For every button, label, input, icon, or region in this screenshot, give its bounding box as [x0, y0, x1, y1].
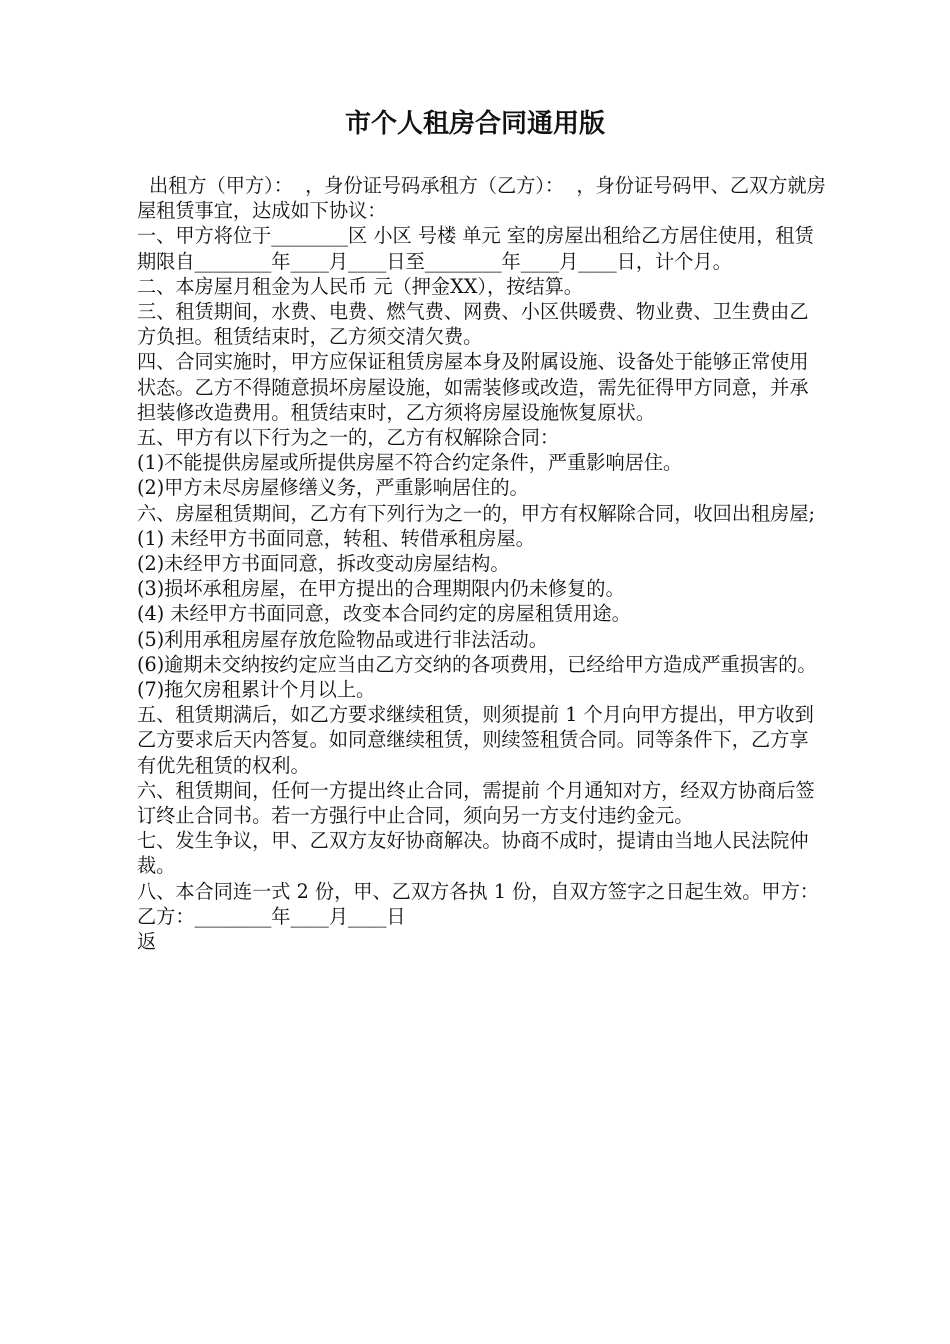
clause-6-item-2: (2)未经甲方书面同意，拆改变动房屋结构。 [137, 552, 510, 576]
clause-6-item-5: (5)利用承租房屋存放危险物品或进行非法活动。 [137, 627, 548, 651]
clause-2-rent: 二、本房屋月租金为人民币 元（押金XX），按结算。 [137, 274, 583, 298]
clause-6-item-7: (7)拖欠房租累计个月以上。 [137, 678, 376, 702]
clause-6-tenant-breach: 六、房屋租赁期间，乙方有下列行为之一的，甲方有权解除合同，收回出租房屋; [137, 501, 816, 525]
clause-6-item-1: (1) 未经甲方书面同意，转租、转借承租房屋。 [137, 526, 535, 550]
clause-8-signatures: 八、本合同连一式 2 份，甲、乙双方各执 1 份，自双方签字之日起生效。甲方： 乙方：________年____月____日 [137, 879, 832, 928]
clause-5-item-2: (2)甲方未尽房屋修缮义务，严重影响居住的。 [137, 476, 529, 500]
clause-1-premises: 一、甲方将位于________区 小区 号楼 单元 室的房屋出租给乙方居住使用，租赁期限自________年____月____日至________年____月____日，计个月。 [137, 224, 814, 273]
clause-6-item-4: (4) 未经甲方书面同意，改变本合同约定的房屋租赁用途。 [137, 602, 631, 626]
clause-5-item-1: (1)不能提供房屋或所提供房屋不符合约定条件，严重影响居住。 [137, 451, 683, 475]
clause-5-landlord-breach: 五、甲方有以下行为之一的，乙方有权解除合同： [137, 426, 560, 450]
trailing-text: 返 [137, 930, 157, 954]
document-title: 市个人租房合同通用版 [344, 109, 605, 139]
clause-4-facilities: 四、合同实施时，甲方应保证租赁房屋本身及附属设施、设备处于能够正常使用状态。乙方不得随意损坏房屋设施，如需装修或改造，需先征得甲方同意，并承担装修改造费用。租赁结束时，乙方须将房屋设施恢复原状。 [137, 350, 809, 424]
clause-3-fees: 三、租赁期间，水费、电费、燃气费、网费、小区供暖费、物业费、卫生费由乙方负担。租赁结束时，乙方须交清欠费。 [137, 300, 809, 349]
clause-6-item-3: (3)损坏承租房屋，在甲方提出的合理期限内仍未修复的。 [137, 577, 625, 601]
document-body [137, 173, 832, 954]
clause-renewal: 五、租赁期满后，如乙方要求继续租赁，则须提前 1 个月向甲方提出，甲方收到乙方要求后天内答复。如同意继续租赁，则续签租赁合同。同等条件下，乙方享有优先租赁的权利。 [137, 703, 814, 777]
clause-termination: 六、租赁期间，任何一方提出终止合同，需提前 个月通知对方，经双方协商后签订终止合同书。若一方强行中止合同，须向另一方支付违约金元。 [137, 778, 815, 828]
clause-6-item-6: (6)逾期未交纳按约定应当由乙方交纳的各项费用，已经给甲方造成严重损害的。 [137, 652, 817, 676]
paragraph-parties: 出租方（甲方）： ，身份证号码承租方（乙方）： ，身份证号码甲、乙双方就房屋租赁事宜，达成如下协议： [137, 174, 826, 223]
clause-7-disputes: 七、发生争议，甲、乙双方友好协商解决。协商不成时，提请由当地人民法院仲裁。 [137, 829, 809, 878]
